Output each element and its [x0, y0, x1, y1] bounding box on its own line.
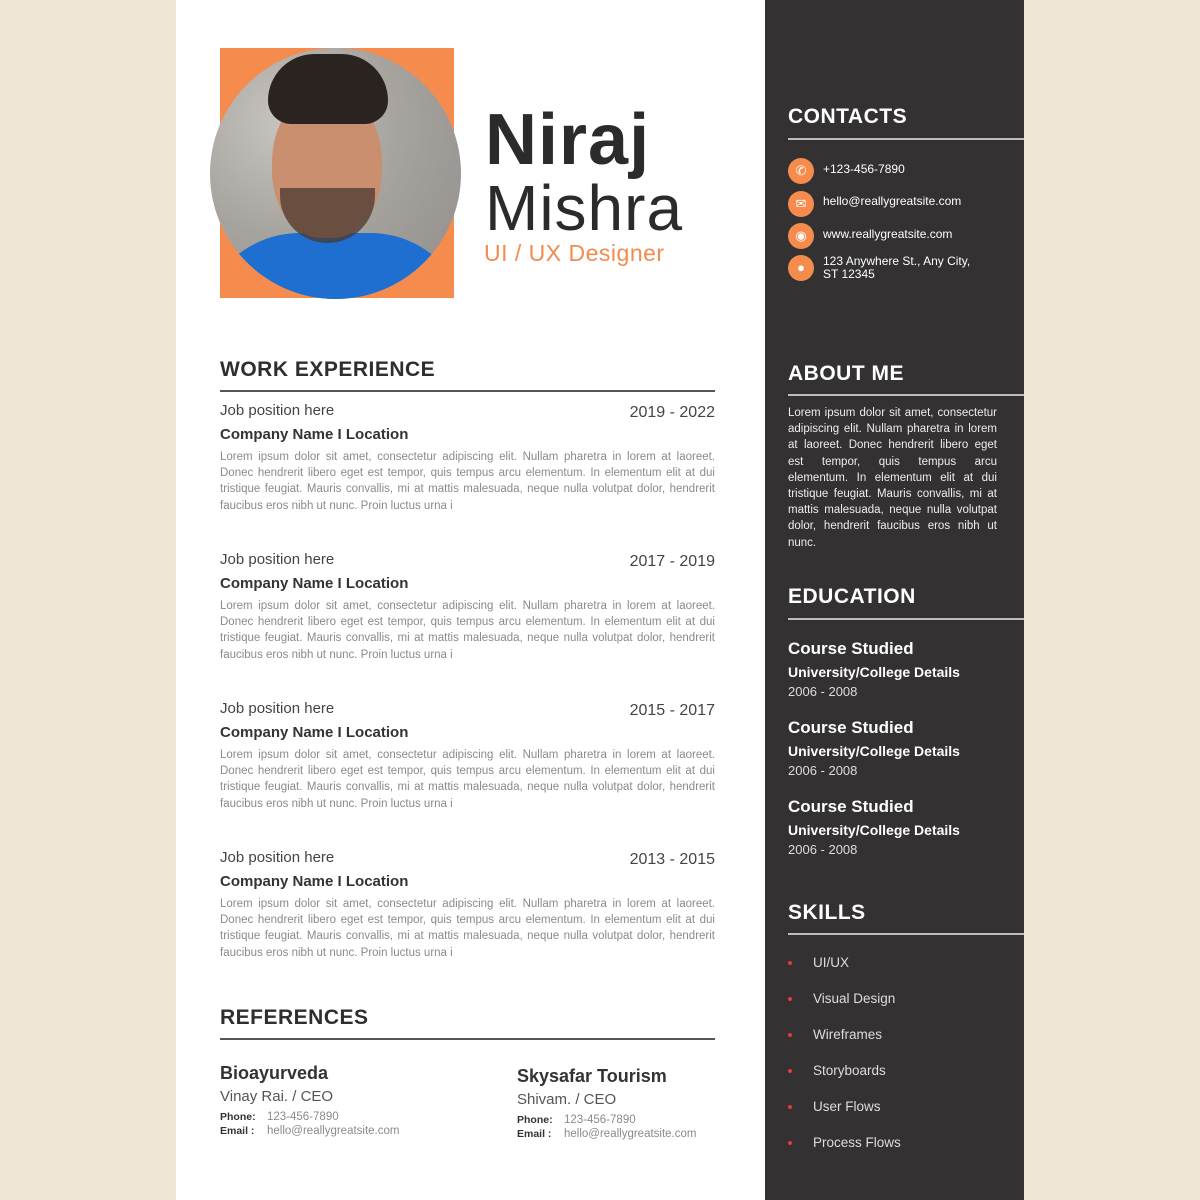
- job-position: Job position here: [220, 551, 335, 568]
- address-line-2: ST 12345: [823, 267, 875, 281]
- skill-item: [788, 991, 895, 1006]
- mail-icon: ✉: [788, 191, 814, 217]
- job-position: Job position here: [220, 700, 335, 717]
- phone-icon: ✆: [788, 158, 814, 184]
- skill-item: [788, 955, 849, 970]
- education-entry: [788, 639, 998, 699]
- job-company: Company Name I Location: [220, 575, 409, 592]
- skill-label: Storyboards: [813, 1063, 886, 1078]
- job-description: Lorem ipsum dolor sit amet, consectetur adipiscing elit. Nullam pharetra in lorem at laoreet. Donec hendrerit libero eget est tempor, quis tempus arcu elementum. In elementum elit at dui tristique feugiat. Mauris convallis, mi at mattis malesuada, neque nulla volutpat dolor, hendrerit faucibus eros nibh ut nunc. Proin luctus urna i: [220, 898, 715, 959]
- references-divider: [220, 1038, 715, 1040]
- education-years: 2006 - 2008: [788, 763, 858, 778]
- job-position: Job position here: [220, 849, 335, 866]
- reference-person: Shivam. / CEO: [517, 1091, 617, 1108]
- email-value: hello@reallygreatsite.com: [267, 1125, 400, 1137]
- reference-phone: [517, 1114, 717, 1126]
- education-university: University/College Details: [788, 664, 960, 680]
- phone-label: Phone:: [517, 1114, 553, 1126]
- contacts-divider: [788, 138, 1024, 140]
- first-name: Niraj: [485, 100, 651, 180]
- references-title: REFERENCES: [220, 1006, 369, 1029]
- profile-photo: [210, 48, 461, 299]
- bullet-icon: [788, 997, 792, 1001]
- reference-company: Skysafar Tourism: [517, 1066, 667, 1086]
- address-line-1: 123 Anywhere St., Any City,: [823, 254, 971, 268]
- skill-label: Wireframes: [813, 1027, 883, 1042]
- about-text: Lorem ipsum dolor sit amet, consectetur adipiscing elit. Nullam pharetra in lorem at laoreet. Donec hendrerit libero eget est tempor, quis tempus arcu elementum. In elementum elit at dui tristique feugiat. Mauris convallis, mi at mattis malesuada, neque nulla volutpat dolor, hendrerit faucibus eros nibh ut nunc.: [788, 407, 997, 549]
- skill-label: User Flows: [813, 1099, 881, 1114]
- job-title: UI / UX Designer: [484, 240, 665, 266]
- phone-label: Phone:: [220, 1111, 256, 1123]
- job-years: 2017 - 2019: [629, 553, 715, 570]
- education-entry: [788, 797, 998, 857]
- reference-card: [220, 1063, 490, 1137]
- reference-card: [517, 1066, 717, 1140]
- bullet-icon: [788, 961, 792, 965]
- education-course: Course Studied: [788, 797, 914, 816]
- photo-shirt: [210, 233, 461, 299]
- contacts-title: CONTACTS: [788, 105, 908, 128]
- job-description: Lorem ipsum dolor sit amet, consectetur adipiscing elit. Nullam pharetra in lorem at laoreet. Donec hendrerit libero eget est tempor, quis tempus arcu elementum. In elementum elit at dui tristique feugiat. Mauris convallis, mi at mattis malesuada, neque nulla volutpat dolor, hendrerit faucibus eros nibh ut nunc. Proin luctus urna i: [220, 749, 715, 810]
- contact-address-text: [823, 255, 988, 281]
- job-years: 2013 - 2015: [629, 851, 715, 868]
- education-title: EDUCATION: [788, 585, 916, 608]
- job-company: Company Name I Location: [220, 426, 409, 443]
- globe-icon: ◉: [788, 223, 814, 249]
- bullet-icon: [788, 1141, 792, 1145]
- skill-item: [788, 1027, 882, 1042]
- phone-value: 123-456-7890: [267, 1111, 339, 1123]
- location-pin-icon: ●: [788, 255, 814, 281]
- education-years: 2006 - 2008: [788, 684, 858, 699]
- job-company: Company Name I Location: [220, 724, 409, 741]
- skill-label: Visual Design: [813, 991, 896, 1006]
- reference-company: Bioayurveda: [220, 1063, 329, 1083]
- skill-item: [788, 1099, 881, 1114]
- job-position: Job position here: [220, 402, 335, 419]
- reference-email: [220, 1125, 490, 1137]
- email-value: hello@reallygreatsite.com: [564, 1128, 697, 1140]
- skills-title: SKILLS: [788, 901, 866, 924]
- education-years: 2006 - 2008: [788, 842, 858, 857]
- photo-hair: [268, 54, 388, 124]
- skill-item: [788, 1135, 901, 1150]
- job-description: Lorem ipsum dolor sit amet, consectetur adipiscing elit. Nullam pharetra in lorem at laoreet. Donec hendrerit libero eget est tempor, quis tempus arcu elementum. In elementum elit at dui tristique feugiat. Mauris convallis, mi at mattis malesuada, neque nulla volutpat dolor, hendrerit faucibus eros nibh ut nunc. Proin luctus urna i: [220, 600, 715, 661]
- reference-phone: [220, 1111, 490, 1123]
- skills-divider: [788, 933, 1024, 935]
- education-course: Course Studied: [788, 718, 914, 737]
- about-title: ABOUT ME: [788, 362, 904, 385]
- reference-person: Vinay Rai. / CEO: [220, 1088, 334, 1105]
- skill-label: Process Flows: [813, 1135, 901, 1150]
- contact-email-text: hello@reallygreatsite.com: [823, 194, 962, 208]
- contact-phone-text: +123-456-7890: [823, 162, 905, 176]
- work-experience-divider: [220, 390, 715, 392]
- bullet-icon: [788, 1069, 792, 1073]
- skill-item: [788, 1063, 886, 1078]
- bullet-icon: [788, 1105, 792, 1109]
- education-entry: [788, 718, 998, 778]
- bullet-icon: [788, 1033, 792, 1037]
- email-label: Email :: [220, 1125, 255, 1137]
- job-description: Lorem ipsum dolor sit amet, consectetur adipiscing elit. Nullam pharetra in lorem at laoreet. Donec hendrerit libero eget est tempor, quis tempus arcu elementum. In elementum elit at dui tristique feugiat. Mauris convallis, mi at mattis malesuada, neque nulla volutpat dolor, hendrerit faucibus eros nibh ut nunc. Proin luctus urna i: [220, 451, 715, 512]
- job-company: Company Name I Location: [220, 873, 409, 890]
- education-divider: [788, 618, 1024, 620]
- last-name: Mishra: [485, 172, 684, 244]
- job-years: 2019 - 2022: [629, 404, 715, 421]
- contact-website-text: www.reallygreatsite.com: [823, 227, 953, 241]
- reference-email: [517, 1128, 717, 1140]
- phone-value: 123-456-7890: [564, 1114, 636, 1126]
- job-years: 2015 - 2017: [629, 702, 715, 719]
- education-university: University/College Details: [788, 743, 960, 759]
- email-label: Email :: [517, 1128, 552, 1140]
- education-course: Course Studied: [788, 639, 914, 658]
- education-university: University/College Details: [788, 822, 960, 838]
- skill-label: UI/UX: [813, 955, 850, 970]
- work-experience-title: WORK EXPERIENCE: [220, 358, 436, 381]
- about-divider: [788, 394, 1024, 396]
